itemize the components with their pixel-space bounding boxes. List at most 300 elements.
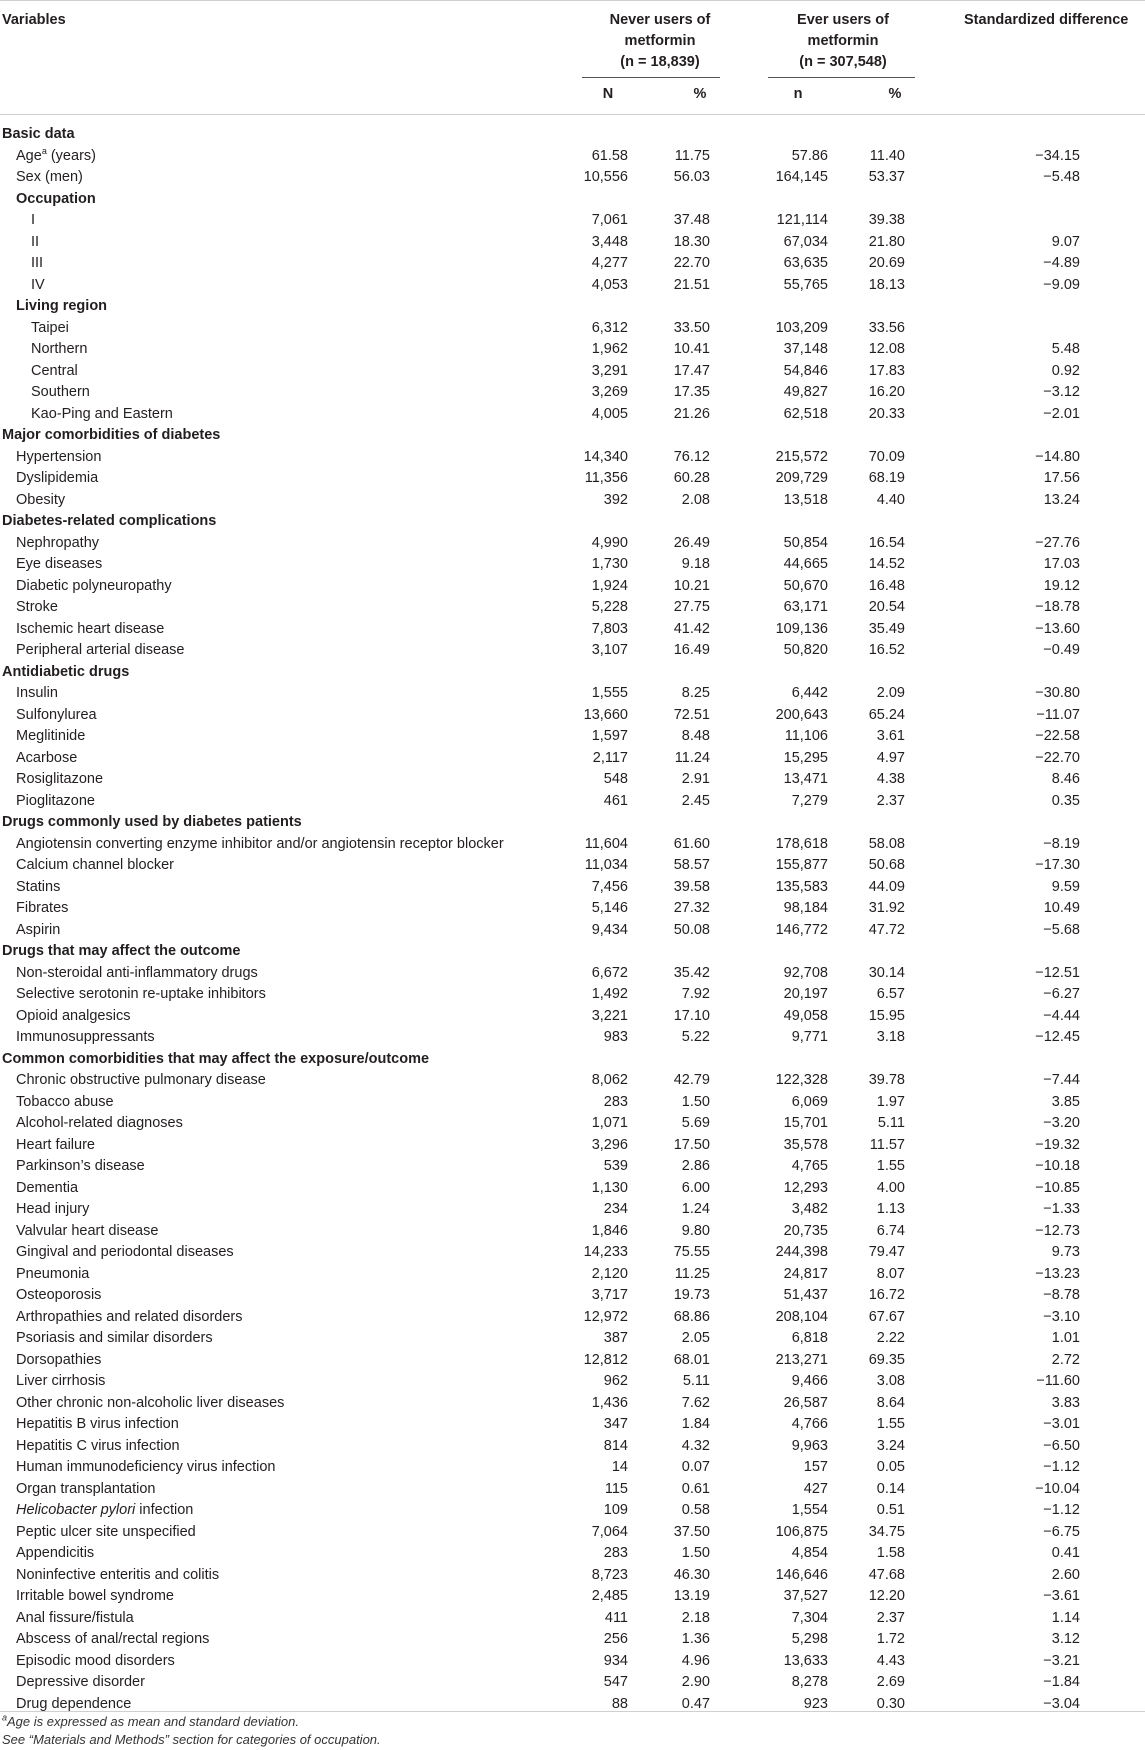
row-label-text: Stroke — [16, 599, 58, 615]
std-diff-cell: 1.01 — [1051, 1330, 1080, 1346]
ever-percent-cell: 31.92 — [868, 900, 905, 916]
never-percent-cell: 0.58 — [681, 1502, 710, 1518]
row-label — [2, 124, 75, 146]
row-label — [16, 1135, 95, 1157]
row-label — [16, 877, 60, 899]
never-count-cell: 11,604 — [584, 835, 628, 852]
never-count-cell: 392 — [603, 491, 628, 508]
never-percent-cell: 18.30 — [673, 233, 710, 250]
row-label-text: Chronic obstructive pulmonary disease — [16, 1072, 266, 1088]
row-label — [2, 941, 241, 963]
never-count-cell: 8,723 — [591, 1566, 628, 1583]
ever-percent-cell: 12.08 — [868, 341, 905, 357]
ever-count-cell: 51,437 — [783, 1287, 828, 1303]
never-count-cell: 14,233 — [583, 1244, 628, 1260]
never-percent-cell: 17.10 — [673, 1007, 710, 1024]
table-row — [0, 1264, 1145, 1286]
never-percent-cell: 35.42 — [673, 964, 710, 981]
std-diff-cell: 8.46 — [1051, 771, 1080, 787]
ever-count-cell: 54,846 — [783, 362, 828, 379]
row-label — [16, 1156, 145, 1178]
never-percent-cell: 8.48 — [681, 728, 710, 744]
never-count-cell: 1,924 — [591, 577, 628, 594]
row-label — [31, 253, 43, 275]
ever-count-cell: 146,772 — [775, 921, 828, 938]
row-label-text: Statins — [16, 878, 61, 895]
ever-count-cell: 122,328 — [775, 1072, 828, 1088]
never-percent-cell: 11.24 — [674, 749, 710, 766]
never-count-cell: 3,448 — [591, 233, 628, 250]
table-row — [0, 1307, 1145, 1329]
ever-count-cell: 50,670 — [783, 577, 828, 594]
ever-count-cell: 15,701 — [783, 1115, 828, 1131]
row-label — [31, 232, 39, 254]
never-count-cell: 11,356 — [584, 470, 628, 486]
table-row — [0, 1199, 1145, 1221]
never-count-cell: 548 — [603, 771, 628, 787]
ever-count-cell: 24,817 — [783, 1265, 828, 1282]
table-row — [0, 554, 1145, 576]
row-label — [31, 382, 90, 404]
row-label-text: Anal fissure/fistula — [16, 1609, 134, 1626]
table-row — [0, 490, 1145, 512]
row-label-text: Aspirin — [16, 921, 61, 938]
std-diff-cell: 0.41 — [1051, 1545, 1080, 1561]
row-label — [16, 447, 101, 469]
row-label — [16, 748, 77, 770]
std-diff-cell: −6.50 — [1043, 1437, 1080, 1454]
section-heading-row — [0, 1049, 1145, 1071]
row-label — [16, 1199, 89, 1221]
ever-count-cell: 923 — [803, 1695, 828, 1712]
ever-count-cell: 20,735 — [783, 1222, 828, 1239]
never-count-cell: 14,340 — [583, 448, 628, 465]
ever-percent-cell: 2.09 — [876, 685, 905, 701]
row-label — [16, 834, 504, 856]
ever-percent-cell: 6.57 — [876, 986, 905, 1002]
never-percent-cell: 1.84 — [681, 1416, 710, 1432]
row-label-text: Valvular heart disease — [16, 1222, 159, 1239]
ever-percent-cell: 3.61 — [876, 728, 905, 744]
row-label — [16, 855, 174, 877]
row-label-text: Age — [16, 147, 42, 164]
row-label — [16, 1457, 276, 1479]
ever-percent-cell: 14.52 — [868, 556, 905, 572]
row-label-text: Depressive disorder — [16, 1674, 145, 1690]
never-users-line3: (n = 18,839) — [620, 54, 700, 70]
ever-count-cell: 50,854 — [783, 534, 828, 551]
never-count-cell: 1,597 — [591, 728, 628, 744]
row-label — [16, 1414, 179, 1436]
ever-percent-cell: 58.08 — [868, 835, 905, 852]
row-label-text: II — [31, 233, 40, 250]
never-percent-cell: 58.57 — [673, 857, 710, 873]
ever-percent-cell: 0.51 — [876, 1502, 905, 1518]
ever-users-header — [768, 10, 918, 73]
row-label-text: Peripheral arterial disease — [16, 642, 185, 658]
row-label — [16, 597, 58, 619]
row-label-text: Opioid analgesics — [16, 1007, 131, 1024]
row-label — [16, 1328, 213, 1350]
never-percent-cell: 72.51 — [673, 706, 710, 723]
row-label — [16, 1393, 284, 1415]
never-count-cell: 539 — [603, 1158, 628, 1174]
never-count-cell: 7,803 — [591, 620, 628, 637]
ever-count-cell: 57.86 — [791, 147, 828, 164]
std-diff-cell: −19.32 — [1035, 1136, 1080, 1153]
never-percent-cell: 46.30 — [673, 1566, 710, 1583]
ever-percent-cell: 21.80 — [868, 233, 905, 250]
row-label-text: Meglitinide — [16, 728, 86, 744]
ever-count-cell: 178,618 — [775, 835, 828, 852]
row-label — [16, 619, 164, 641]
table-row — [0, 318, 1145, 340]
ever-count-cell: 9,466 — [791, 1373, 828, 1389]
std-diff-cell: −10.04 — [1035, 1480, 1080, 1497]
never-percent-cell: 2.05 — [681, 1330, 710, 1346]
ever-count-cell: 63,171 — [783, 599, 828, 615]
never-percent-cell: 9.18 — [681, 556, 710, 572]
never-count-cell: 3,221 — [591, 1007, 628, 1024]
never-percent-cell: 22.70 — [673, 255, 710, 271]
never-count-cell: 283 — [603, 1545, 628, 1561]
std-diff-cell: −11.07 — [1036, 706, 1080, 723]
row-label — [16, 1629, 209, 1651]
table-row — [0, 963, 1145, 985]
never-count-cell: 234 — [603, 1201, 628, 1217]
table-row — [0, 1006, 1145, 1028]
never-count-cell: 4,005 — [591, 405, 628, 422]
table-row — [0, 1586, 1145, 1608]
std-diff-cell: −22.58 — [1035, 728, 1080, 744]
ever-percent-cell: 1.13 — [876, 1201, 905, 1217]
row-label — [16, 490, 65, 512]
row-label-text: Acarbose — [16, 749, 78, 766]
never-count-cell: 2,120 — [591, 1265, 628, 1282]
table-row — [0, 1178, 1145, 1200]
row-label — [16, 1479, 155, 1501]
table-row — [0, 1156, 1145, 1178]
row-label — [16, 1006, 130, 1028]
never-percent-cell: 61.60 — [673, 835, 710, 852]
row-label — [16, 468, 98, 490]
ever-percent-cell: 2.37 — [876, 1609, 905, 1626]
ever-count-cell: 98,184 — [783, 900, 828, 916]
row-label-text: Head injury — [16, 1201, 90, 1217]
row-label — [16, 1350, 101, 1372]
row-label-text: Peptic ulcer site unspecified — [16, 1523, 196, 1540]
ever-percent-cell: 5.11 — [877, 1115, 905, 1131]
ever-percent-cell: 69.35 — [868, 1351, 905, 1368]
std-diff-cell: −3.01 — [1043, 1416, 1080, 1432]
row-label-text: Pneumonia — [16, 1265, 90, 1282]
never-count-cell: 461 — [603, 792, 628, 809]
ever-count-cell: 7,304 — [791, 1609, 828, 1626]
row-label-text: Organ transplantation — [16, 1480, 156, 1497]
table-bottom-rule — [0, 1711, 1145, 1712]
row-label-text: Insulin — [16, 685, 58, 701]
table-row — [0, 834, 1145, 856]
table-row — [0, 232, 1145, 254]
table-row — [0, 1221, 1145, 1243]
table-row — [0, 748, 1145, 770]
ever-count-cell: 26,587 — [783, 1394, 828, 1411]
ever-users-line2: metformin — [807, 33, 879, 49]
table-row — [0, 1027, 1145, 1049]
table-row — [0, 1543, 1145, 1565]
row-label-text: Rosiglitazone — [16, 771, 104, 787]
table-row — [0, 576, 1145, 598]
row-label — [16, 726, 85, 748]
ever-percent-cell: 39.78 — [868, 1072, 905, 1088]
ever-count-cell: 13,633 — [783, 1652, 828, 1669]
ever-users-line1: Ever users of — [797, 12, 889, 28]
ever-count-cell: 20,197 — [783, 986, 828, 1002]
ever-percent-cell: 8.64 — [876, 1394, 905, 1411]
never-count-cell: 1,730 — [591, 556, 628, 572]
std-diff-cell: −6.27 — [1043, 986, 1080, 1002]
never-percent-cell: 68.01 — [673, 1351, 710, 1368]
never-count-cell: 11,034 — [584, 857, 628, 873]
row-label-text: Irritable bowel syndrome — [16, 1588, 174, 1604]
ever-percent-cell: 16.54 — [868, 534, 905, 551]
row-label — [16, 984, 266, 1006]
variables-header: Variables — [2, 12, 66, 28]
table-row — [0, 1479, 1145, 1501]
row-label — [16, 1565, 219, 1587]
std-diff-cell: −1.33 — [1043, 1201, 1080, 1217]
section-heading-row — [0, 511, 1145, 533]
row-label-text: Living region — [16, 298, 108, 314]
table-row — [0, 726, 1145, 748]
ever-percent-cell: 4.97 — [876, 749, 905, 766]
std-diff-cell: 0.92 — [1051, 362, 1080, 379]
row-label — [16, 1221, 158, 1243]
table-row — [0, 769, 1145, 791]
std-diff-cell: −3.20 — [1043, 1115, 1080, 1131]
ever-percent-cell: 18.13 — [868, 276, 905, 293]
ever-count-cell: 5,298 — [791, 1631, 828, 1647]
row-label-text: Northern — [31, 341, 88, 357]
never-percent-cell: 17.35 — [673, 384, 710, 400]
std-diff-cell: 17.03 — [1043, 556, 1080, 572]
ever-count-cell: 146,646 — [775, 1566, 828, 1583]
std-diff-cell: 2.72 — [1051, 1351, 1080, 1368]
row-label-text: I — [31, 212, 36, 228]
std-diff-cell: −9.09 — [1043, 276, 1080, 293]
ever-percent-cell: 11.40 — [869, 147, 905, 164]
row-label — [16, 1522, 196, 1544]
section-heading-row — [0, 425, 1145, 447]
std-diff-cell: −22.70 — [1035, 749, 1080, 766]
ever-count-cell: 9,771 — [791, 1029, 828, 1045]
table-row — [0, 1092, 1145, 1114]
row-label-text: Major comorbidities of diabetes — [2, 427, 221, 443]
never-percent-cell: 13.19 — [673, 1588, 710, 1604]
row-label — [31, 404, 173, 426]
never-percent-cell: 10.21 — [673, 577, 710, 594]
std-diff-cell: −34.15 — [1035, 147, 1080, 164]
ever-count-cell: 215,572 — [775, 448, 828, 465]
row-label-text: Drugs commonly used by diabetes patients — [2, 814, 302, 830]
never-count-cell: 8,062 — [591, 1072, 628, 1088]
ever-percent-cell: 1.55 — [876, 1158, 905, 1174]
row-label-text: Kao-Ping and Eastern — [31, 405, 173, 422]
row-label-text: Gingival and periodontal diseases — [16, 1244, 234, 1260]
row-label-text: Episodic mood disorders — [16, 1652, 175, 1669]
row-label — [16, 1608, 134, 1630]
row-label-text: Diabetes-related complications — [2, 513, 217, 529]
table-row — [0, 855, 1145, 877]
row-label-text: Diabetic polyneuropathy — [16, 577, 172, 594]
never-percent-cell: 1.24 — [681, 1201, 710, 1217]
ever-count-cell: 63,635 — [783, 255, 828, 271]
row-label-text: Nephropathy — [16, 534, 100, 551]
ever-percent-cell: 11.57 — [869, 1136, 905, 1153]
never-percent-cell: 2.45 — [681, 792, 710, 809]
row-label-text: Eye diseases — [16, 556, 103, 572]
row-label — [16, 576, 172, 598]
table-row — [0, 1565, 1145, 1587]
ever-percent-cell: 4.43 — [876, 1652, 905, 1669]
row-label-suffix: infection — [135, 1502, 194, 1518]
ever-count-cell: 62,518 — [783, 405, 828, 422]
std-diff-header: Standardized difference — [964, 12, 1129, 28]
never-percent-cell: 5.22 — [681, 1029, 710, 1045]
ever-percent-cell: 67.67 — [868, 1308, 905, 1325]
std-diff-cell: 19.12 — [1043, 577, 1080, 594]
row-label — [16, 898, 68, 920]
never-count-cell: 109 — [603, 1502, 628, 1518]
row-label-text: Calcium channel blocker — [16, 857, 174, 873]
table-row — [0, 1629, 1145, 1651]
ever-percent-cell: 47.72 — [868, 921, 905, 938]
never-percent-cell: 8.25 — [681, 685, 710, 701]
ever-count-cell: 44,665 — [783, 556, 828, 572]
table-row — [0, 1393, 1145, 1415]
std-diff-cell: −13.23 — [1035, 1265, 1080, 1282]
never-percent-cell: 0.61 — [681, 1480, 710, 1497]
row-label — [16, 189, 96, 211]
ever-count-cell: 37,527 — [783, 1588, 828, 1604]
ever-count-cell: 6,442 — [791, 685, 828, 701]
std-diff-cell: −7.44 — [1043, 1072, 1080, 1088]
row-label-text: Drugs that may affect the outcome — [2, 943, 241, 959]
table-row — [0, 146, 1145, 168]
row-label-text: Drug dependence — [16, 1695, 132, 1712]
never-percent-cell: 2.91 — [681, 771, 710, 787]
table-row — [0, 1371, 1145, 1393]
never-count-cell: 3,291 — [591, 362, 628, 379]
row-label-superscript: a — [41, 145, 47, 156]
ever-percent-cell: 2.37 — [876, 792, 905, 809]
ever-count-cell: 35,578 — [783, 1136, 828, 1153]
std-diff-cell: −11.60 — [1036, 1373, 1080, 1389]
ever-count-cell: 6,818 — [791, 1330, 828, 1346]
row-label-text: III — [31, 255, 44, 271]
footnote-occupation: See “Materials and Methods” section for categories of occupation. — [2, 1732, 381, 1747]
ever-percent-cell: 44.09 — [868, 878, 905, 895]
row-label-text: Parkinson’s disease — [16, 1158, 145, 1174]
std-diff-cell: −4.89 — [1043, 255, 1080, 271]
ever-percent-cell: 1.55 — [876, 1416, 905, 1432]
std-diff-cell: −5.48 — [1043, 169, 1080, 185]
never-count-cell: 7,064 — [591, 1523, 628, 1540]
row-label — [31, 361, 78, 383]
never-percent-cell: 4.32 — [681, 1437, 710, 1454]
never-percent-cell: 0.07 — [681, 1459, 710, 1475]
never-count-cell: 7,456 — [591, 878, 628, 895]
never-count-cell: 10,556 — [583, 169, 628, 185]
row-label-text: Fibrates — [16, 900, 69, 916]
row-label — [16, 683, 58, 705]
row-label — [16, 1586, 174, 1608]
table-row — [0, 1135, 1145, 1157]
table-row — [0, 920, 1145, 942]
table-row — [0, 447, 1145, 469]
table-row — [0, 1328, 1145, 1350]
row-label-text: Dyslipidemia — [16, 470, 99, 486]
std-diff-cell: 10.49 — [1043, 900, 1080, 916]
std-diff-cell: −4.44 — [1043, 1007, 1080, 1024]
ever-percent-cell: 79.47 — [868, 1244, 905, 1260]
never-count-cell: 12,972 — [583, 1308, 628, 1325]
never-percent-cell: 0.47 — [681, 1695, 710, 1712]
std-diff-cell: −12.45 — [1035, 1029, 1080, 1045]
row-label — [16, 705, 97, 727]
row-label — [16, 1242, 234, 1264]
never-percent-cell: 16.49 — [673, 642, 710, 658]
row-label — [2, 425, 220, 447]
ever-percent-cell: 47.68 — [868, 1566, 905, 1583]
table-row — [0, 597, 1145, 619]
row-label — [16, 1500, 193, 1522]
never-percent-cell: 39.58 — [673, 878, 710, 895]
ever-users-line3: (n = 307,548) — [799, 54, 887, 70]
table-row — [0, 1436, 1145, 1458]
row-label — [31, 210, 35, 232]
row-label-text: Pioglitazone — [16, 792, 95, 809]
row-label — [16, 533, 99, 555]
ever-percent-cell: 4.40 — [876, 491, 905, 508]
never-count-cell: 7,061 — [591, 212, 628, 228]
table-row — [0, 210, 1145, 232]
ever-count-cell: 427 — [803, 1480, 828, 1497]
row-label — [16, 963, 258, 985]
subheading-row — [0, 296, 1145, 318]
never-count-cell: 411 — [604, 1609, 628, 1626]
ever-count-cell: 4,766 — [791, 1416, 828, 1432]
never-percent-cell: 75.55 — [673, 1244, 710, 1260]
std-diff-cell: −1.12 — [1043, 1459, 1080, 1475]
ever-count-cell: 200,643 — [775, 706, 828, 723]
never-percent-cell: 33.50 — [673, 319, 710, 336]
ever-percent-cell: 3.24 — [876, 1437, 905, 1454]
never-users-line1: Never users of — [609, 12, 711, 28]
ever-percent-cell: 20.69 — [868, 255, 905, 271]
table-row — [0, 404, 1145, 426]
row-label-text: Non-steroidal anti-inflammatory drugs — [16, 964, 258, 981]
row-label-text: Appendicitis — [16, 1545, 95, 1561]
footnote-age — [2, 1713, 381, 1731]
ever-count-cell: 67,034 — [783, 233, 828, 250]
row-label — [16, 769, 103, 791]
never-count-cell: 2,485 — [591, 1588, 628, 1604]
row-label — [16, 1070, 266, 1092]
std-diff-cell: −17.30 — [1035, 857, 1080, 873]
table-row — [0, 253, 1145, 275]
section-heading-row — [0, 941, 1145, 963]
